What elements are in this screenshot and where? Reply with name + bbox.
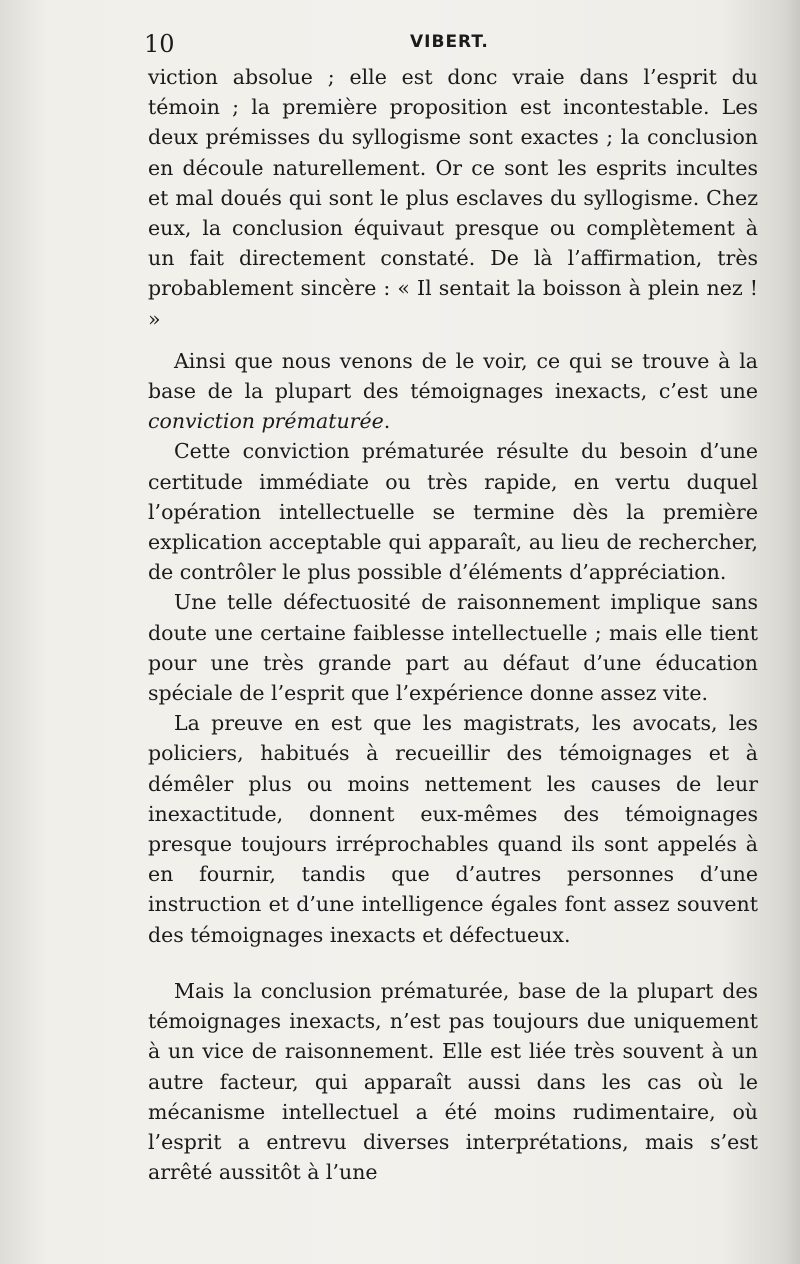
paragraph: Mais la conclusion prématurée, base de la plupart des témoignages inexacts, n’est pas toujours due uniquement à un vice de raisonnement. Elle est liée très souvent à un autre facteur, qui apparaît aussi dans les cas où le mécanisme intellectuel a été moins rudimentaire, où l’esprit a entrevu diverses interprétations, mais s’est arrêté aussitôt à l’une [148,978,758,1185]
body-text [148,62,758,1187]
running-head: VIBERT. [410,32,489,52]
paragraph [148,346,758,437]
paragraph: Une telle défectuosité de raisonnement implique sans doute une certaine faiblesse intellectuelle ; mais elle tient pour une très grande part au défaut d’une éducation spéciale de l’esprit que l’expérience donne assez vite. [148,590,758,706]
paragraph: Cette conviction prématurée résulte du besoin d’une certitude immédiate ou très rapide, en vertu duquel l’opération intellectuelle se termine dès la première explication acceptable qui apparaît, au lieu de rechercher, de contrôler le plus possible d’éléments d’appréciation. [148,439,758,585]
paragraph: viction absolue ; elle est donc vraie dans l’esprit du témoin ; la première proposition est incontestable. Les deux prémisses du syllogisme sont exactes ; la conclusion en découle naturellement. Or ce sont les esprits incultes et mal doués qui sont le plus esclaves du syllogisme. Chez eux, la conclusion équivaut presque ou complètement à un fait directement constaté. De là l’affirmation, très probablement sincère : « Il sentait la boisson à plein nez ! » [148,65,758,331]
page-number: 10 [144,30,175,58]
paragraph-text: . [383,409,391,434]
page-header [140,30,760,66]
emphasis-text: conviction prématurée [148,409,384,434]
paragraph-text: Ainsi que nous venons de le voir, ce qui se trouve à la base de la plupart des témoignages inexacts, c’est une [148,348,758,404]
paragraph: La preuve en est que les magistrats, les avocats, les policiers, habitués à recueillir des témoignages et à démêler plus ou moins nettement les causes de leur inexactitude, donnent eux-mêmes des témoignages presque toujours irréprochables quand ils sont appelés à en fournir, tandis que d’autres personnes d’une instruction et d’une intelligence égales font assez souvent des témoignages inexacts et défectueux. [148,711,758,947]
